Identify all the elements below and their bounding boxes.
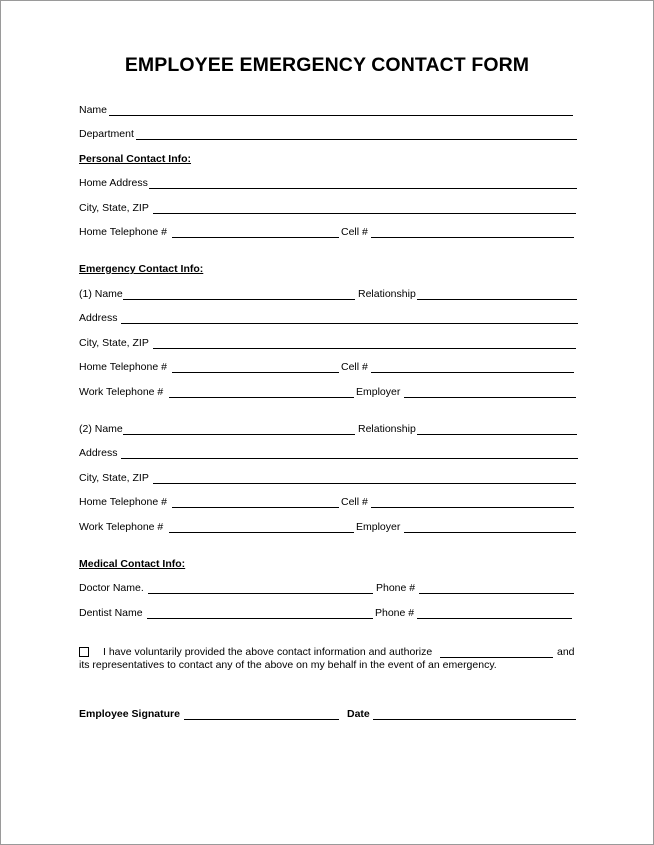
authorization-text-2: its representatives to contact any of the above on my behalf in the event of an emergency. bbox=[79, 659, 497, 671]
contact1-city-state-zip-label: City, State, ZIP bbox=[79, 337, 149, 349]
contact1-address-label: Address bbox=[79, 312, 118, 324]
name-field[interactable] bbox=[109, 115, 573, 116]
home-address-row bbox=[79, 175, 579, 191]
personal-cell-label: Cell # bbox=[341, 226, 368, 238]
contact2-work-phone-label: Work Telephone # bbox=[79, 521, 164, 533]
contact1-cell-label: Cell # bbox=[341, 361, 368, 373]
date-label: Date bbox=[347, 708, 370, 720]
contact2-work-row bbox=[79, 519, 579, 535]
medical-contact-heading: Medical Contact Info: bbox=[79, 558, 186, 570]
contact1-employer-field[interactable] bbox=[404, 397, 576, 398]
contact2-name-row bbox=[79, 421, 579, 437]
dentist-phone-field[interactable] bbox=[417, 618, 572, 619]
contact2-home-phone-field[interactable] bbox=[172, 507, 339, 508]
department-row bbox=[79, 126, 579, 142]
contact1-work-phone-label: Work Telephone # bbox=[79, 386, 164, 398]
contact2-address-label: Address bbox=[79, 447, 118, 459]
home-address-field[interactable] bbox=[149, 188, 577, 189]
contact1-address-field[interactable] bbox=[121, 323, 578, 324]
contact1-employer-label: Employer bbox=[356, 386, 401, 398]
personal-contact-heading: Personal Contact Info: bbox=[79, 153, 192, 165]
contact1-name-field[interactable] bbox=[123, 299, 355, 300]
dentist-name-label: Dentist Name bbox=[79, 607, 143, 619]
name-row bbox=[79, 102, 579, 118]
personal-cell-field[interactable] bbox=[371, 237, 574, 238]
form-title: EMPLOYEE EMERGENCY CONTACT FORM bbox=[124, 54, 530, 76]
contact1-name-row bbox=[79, 286, 579, 302]
contact2-cell-field[interactable] bbox=[371, 507, 574, 508]
contact2-employer-label: Employer bbox=[356, 521, 401, 533]
contact1-city-state-zip-field[interactable] bbox=[153, 348, 576, 349]
dentist-name-field[interactable] bbox=[147, 618, 373, 619]
authorized-employer-field[interactable] bbox=[440, 657, 553, 658]
authorization-line-1 bbox=[103, 646, 583, 660]
personal-home-phone-label: Home Telephone # bbox=[79, 226, 167, 238]
contact2-address-field[interactable] bbox=[121, 458, 578, 459]
contact2-city-state-zip-row bbox=[79, 470, 579, 486]
contact2-name-field[interactable] bbox=[123, 434, 355, 435]
contact1-home-phone-label: Home Telephone # bbox=[79, 361, 167, 373]
doctor-phone-label: Phone # bbox=[376, 582, 416, 594]
doctor-name-label: Doctor Name. bbox=[79, 582, 144, 594]
authorization-and-text: and bbox=[557, 646, 575, 658]
doctor-phone-field[interactable] bbox=[419, 593, 574, 594]
doctor-name-field[interactable] bbox=[148, 593, 373, 594]
contact2-cell-label: Cell # bbox=[341, 496, 368, 508]
contact2-address-row bbox=[79, 445, 579, 461]
contact2-work-phone-field[interactable] bbox=[169, 532, 354, 533]
contact1-home-phone-field[interactable] bbox=[172, 372, 339, 373]
employee-signature-field[interactable] bbox=[184, 719, 339, 720]
personal-home-phone-field[interactable] bbox=[172, 237, 339, 238]
contact1-city-state-zip-row bbox=[79, 335, 579, 351]
name-label: Name bbox=[79, 104, 108, 116]
contact1-address-row bbox=[79, 310, 579, 326]
contact1-name-label: (1) Name bbox=[79, 288, 123, 300]
authorization-text-1: I have voluntarily provided the above contact information and authorize bbox=[103, 646, 433, 658]
contact1-work-row bbox=[79, 384, 579, 400]
contact2-name-label: (2) Name bbox=[79, 423, 123, 435]
contact2-home-phone-label: Home Telephone # bbox=[79, 496, 167, 508]
contact1-work-phone-field[interactable] bbox=[169, 397, 354, 398]
department-field[interactable] bbox=[136, 139, 577, 140]
employee-signature-label: Employee Signature bbox=[79, 708, 180, 720]
contact1-relationship-field[interactable] bbox=[417, 299, 577, 300]
contact1-phone-row bbox=[79, 359, 579, 375]
emergency-contact-heading: Emergency Contact Info: bbox=[79, 263, 204, 275]
department-label: Department bbox=[79, 128, 134, 140]
contact2-relationship-field[interactable] bbox=[417, 434, 577, 435]
authorization-checkbox[interactable] bbox=[79, 647, 89, 657]
doctor-row bbox=[79, 580, 579, 596]
contact2-phone-row bbox=[79, 494, 579, 510]
personal-city-state-zip-row bbox=[79, 200, 579, 216]
contact2-relationship-label: Relationship bbox=[358, 423, 416, 435]
contact2-employer-field[interactable] bbox=[404, 532, 576, 533]
date-field[interactable] bbox=[373, 719, 576, 720]
personal-city-state-zip-field[interactable] bbox=[153, 213, 576, 214]
dentist-phone-label: Phone # bbox=[375, 607, 415, 619]
signature-row bbox=[79, 706, 579, 722]
contact1-relationship-label: Relationship bbox=[358, 288, 416, 300]
dentist-row bbox=[79, 605, 579, 621]
personal-phone-row bbox=[79, 224, 579, 240]
personal-city-state-zip-label: City, State, ZIP bbox=[79, 202, 149, 214]
contact1-cell-field[interactable] bbox=[371, 372, 574, 373]
contact2-city-state-zip-label: City, State, ZIP bbox=[79, 472, 149, 484]
home-address-label: Home Address bbox=[79, 177, 148, 189]
contact2-city-state-zip-field[interactable] bbox=[153, 483, 576, 484]
